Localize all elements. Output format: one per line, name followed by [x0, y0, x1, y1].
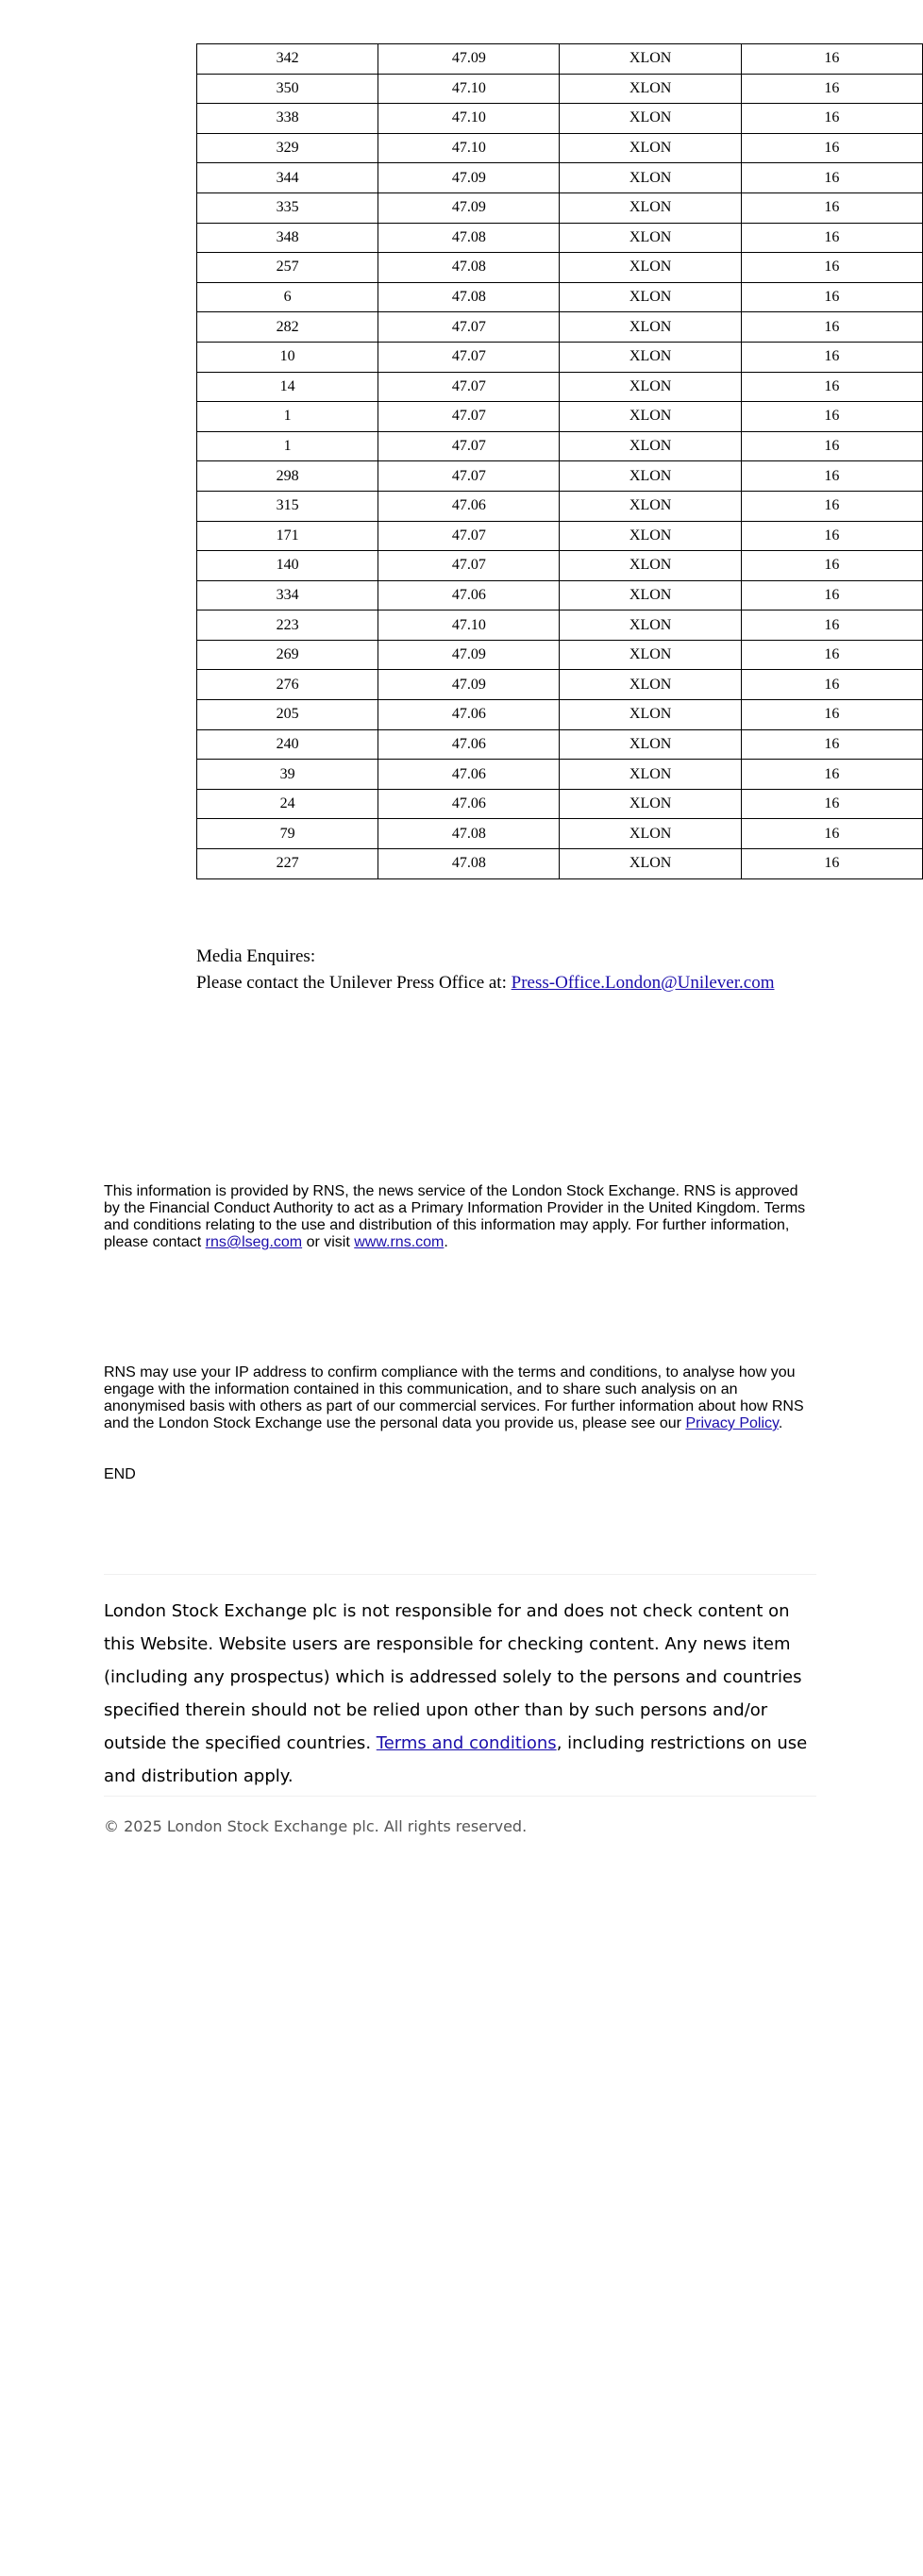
price-cell: 47.09	[378, 192, 560, 223]
venue-cell: XLON	[560, 282, 741, 312]
venue-cell: XLON	[560, 253, 741, 283]
time-cell: 16	[741, 74, 922, 104]
time-cell: 16	[741, 640, 922, 670]
time-cell: 16	[741, 133, 922, 163]
price-cell: 47.10	[378, 104, 560, 134]
volume-cell: 342	[197, 44, 378, 75]
venue-cell: XLON	[560, 223, 741, 253]
time-cell: 16	[741, 521, 922, 551]
venue-cell: XLON	[560, 431, 741, 461]
table-row	[197, 700, 923, 730]
table-row	[197, 163, 923, 193]
time-cell: 16	[741, 819, 922, 849]
rns-email-link[interactable]: rns@lseg.com	[205, 1234, 303, 1250]
time-cell: 16	[741, 104, 922, 134]
price-cell: 47.06	[378, 580, 560, 611]
price-cell: 47.06	[378, 760, 560, 790]
time-cell: 16	[741, 670, 922, 700]
rns-privacy-paragraph	[104, 1364, 816, 1432]
volume-cell: 79	[197, 819, 378, 849]
volume-cell: 282	[197, 312, 378, 343]
table-row	[197, 223, 923, 253]
time-cell: 16	[741, 611, 922, 641]
volume-cell: 227	[197, 849, 378, 879]
table-row	[197, 342, 923, 372]
table-row	[197, 611, 923, 641]
price-cell: 47.09	[378, 163, 560, 193]
venue-cell: XLON	[560, 104, 741, 134]
rns-privacy-text-end: .	[778, 1415, 783, 1431]
price-cell: 47.06	[378, 491, 560, 521]
venue-cell: XLON	[560, 729, 741, 760]
footer-divider-bottom	[104, 1796, 816, 1797]
rns-info-paragraph	[104, 1183, 816, 1251]
time-cell: 16	[741, 760, 922, 790]
volume-cell: 329	[197, 133, 378, 163]
venue-cell: XLON	[560, 312, 741, 343]
venue-cell: XLON	[560, 580, 741, 611]
time-cell: 16	[741, 282, 922, 312]
table-row	[197, 729, 923, 760]
rns-privacy-text: RNS may use your IP address to confirm compliance with the terms and conditions, to analyse how you engage with the information contained in this communication, and to share such analysis on an anonymised basis with others as part of our commercial services. For further information about how RNS and the London Stock Exchange use the personal data you provide us, please see our	[104, 1364, 804, 1431]
volume-cell: 6	[197, 282, 378, 312]
volume-cell: 1	[197, 402, 378, 432]
table-row	[197, 282, 923, 312]
price-cell: 47.07	[378, 461, 560, 492]
price-cell: 47.06	[378, 729, 560, 760]
table-row	[197, 372, 923, 402]
volume-cell: 140	[197, 551, 378, 581]
price-cell: 47.08	[378, 849, 560, 879]
time-cell: 16	[741, 580, 922, 611]
price-cell: 47.07	[378, 521, 560, 551]
venue-cell: XLON	[560, 372, 741, 402]
time-cell: 16	[741, 789, 922, 819]
venue-cell: XLON	[560, 611, 741, 641]
venue-cell: XLON	[560, 44, 741, 75]
privacy-policy-link[interactable]: Privacy Policy	[685, 1415, 779, 1431]
price-cell: 47.06	[378, 789, 560, 819]
venue-cell: XLON	[560, 192, 741, 223]
venue-cell: XLON	[560, 551, 741, 581]
volume-cell: 171	[197, 521, 378, 551]
venue-cell: XLON	[560, 74, 741, 104]
time-cell: 16	[741, 163, 922, 193]
table-row	[197, 580, 923, 611]
table-row	[197, 74, 923, 104]
price-cell: 47.07	[378, 551, 560, 581]
price-cell: 47.07	[378, 312, 560, 343]
volume-cell: 257	[197, 253, 378, 283]
price-cell: 47.07	[378, 342, 560, 372]
price-cell: 47.09	[378, 640, 560, 670]
table-row	[197, 760, 923, 790]
rns-info-text-end: .	[444, 1234, 448, 1250]
volume-cell: 24	[197, 789, 378, 819]
time-cell: 16	[741, 312, 922, 343]
price-cell: 47.08	[378, 223, 560, 253]
time-cell: 16	[741, 372, 922, 402]
price-cell: 47.09	[378, 670, 560, 700]
table-row	[197, 551, 923, 581]
volume-cell: 315	[197, 491, 378, 521]
rns-info-text-middle: or visit	[302, 1234, 355, 1250]
table-row	[197, 670, 923, 700]
venue-cell: XLON	[560, 819, 741, 849]
price-cell: 47.06	[378, 700, 560, 730]
time-cell: 16	[741, 729, 922, 760]
venue-cell: XLON	[560, 670, 741, 700]
table-row	[197, 44, 923, 75]
media-heading: Media Enquires:	[196, 946, 316, 966]
table-row	[197, 461, 923, 492]
price-cell: 47.07	[378, 431, 560, 461]
volume-cell: 14	[197, 372, 378, 402]
time-cell: 16	[741, 849, 922, 879]
price-cell: 47.10	[378, 74, 560, 104]
volume-cell: 269	[197, 640, 378, 670]
table-row	[197, 431, 923, 461]
copyright-notice: © 2025 London Stock Exchange plc. All rights reserved.	[104, 1817, 528, 1835]
volume-cell: 276	[197, 670, 378, 700]
volume-cell: 348	[197, 223, 378, 253]
table-row	[197, 789, 923, 819]
price-cell: 47.10	[378, 133, 560, 163]
price-cell: 47.07	[378, 402, 560, 432]
table-row	[197, 133, 923, 163]
volume-cell: 298	[197, 461, 378, 492]
time-cell: 16	[741, 223, 922, 253]
table-row	[197, 640, 923, 670]
venue-cell: XLON	[560, 342, 741, 372]
venue-cell: XLON	[560, 491, 741, 521]
lse-disclaimer	[104, 1595, 821, 1793]
venue-cell: XLON	[560, 402, 741, 432]
trades-table	[196, 43, 923, 879]
venue-cell: XLON	[560, 640, 741, 670]
end-marker: END	[104, 1466, 136, 1482]
volume-cell: 10	[197, 342, 378, 372]
volume-cell: 334	[197, 580, 378, 611]
media-enquiries	[196, 944, 774, 996]
trades-table-body	[197, 44, 923, 879]
venue-cell: XLON	[560, 163, 741, 193]
time-cell: 16	[741, 192, 922, 223]
rns-info-text: This information is provided by RNS, the news service of the London Stock Exchange. RNS is approved by the Financial Conduct Authority to act as a Primary Information Provider in the United Kingdom. Terms and conditions relating to the use and distribution of this information may apply. For further information, please contact	[104, 1183, 806, 1250]
volume-cell: 344	[197, 163, 378, 193]
media-contact-text: Please contact the Unilever Press Office at:	[196, 973, 512, 993]
price-cell: 47.08	[378, 819, 560, 849]
price-cell: 47.08	[378, 253, 560, 283]
volume-cell: 335	[197, 192, 378, 223]
volume-cell: 39	[197, 760, 378, 790]
disclaimer-text-end: , including restrictions on use and distribution apply.	[104, 1733, 808, 1786]
media-contact	[196, 970, 774, 996]
time-cell: 16	[741, 402, 922, 432]
price-cell: 47.09	[378, 44, 560, 75]
rns-website-link[interactable]: www.rns.com	[354, 1234, 445, 1250]
price-cell: 47.07	[378, 372, 560, 402]
table-row	[197, 312, 923, 343]
table-row	[197, 192, 923, 223]
time-cell: 16	[741, 461, 922, 492]
table-row	[197, 104, 923, 134]
table-row	[197, 521, 923, 551]
venue-cell: XLON	[560, 760, 741, 790]
terms-and-conditions-link[interactable]: Terms and conditions	[376, 1733, 557, 1753]
venue-cell: XLON	[560, 133, 741, 163]
disclaimer-text: London Stock Exchange plc is not responsible for and does not check content on this Website. Website users are responsible for checking content. Any news item (including any prospectus) which is addressed solely to the persons and countries specified therein should not be relied upon other than by such persons and/or outside the specified countries.	[104, 1601, 802, 1753]
venue-cell: XLON	[560, 461, 741, 492]
footer-divider-top	[104, 1574, 816, 1575]
venue-cell: XLON	[560, 521, 741, 551]
time-cell: 16	[741, 342, 922, 372]
volume-cell: 205	[197, 700, 378, 730]
volume-cell: 223	[197, 611, 378, 641]
table-row	[197, 491, 923, 521]
volume-cell: 338	[197, 104, 378, 134]
venue-cell: XLON	[560, 849, 741, 879]
volume-cell: 240	[197, 729, 378, 760]
table-row	[197, 253, 923, 283]
volume-cell: 1	[197, 431, 378, 461]
price-cell: 47.08	[378, 282, 560, 312]
press-office-email-link[interactable]: Press-Office.London@Unilever.com	[511, 973, 775, 993]
table-row	[197, 849, 923, 879]
trades-table-container	[196, 43, 840, 879]
volume-cell: 350	[197, 74, 378, 104]
table-row	[197, 402, 923, 432]
time-cell: 16	[741, 700, 922, 730]
venue-cell: XLON	[560, 789, 741, 819]
time-cell: 16	[741, 491, 922, 521]
time-cell: 16	[741, 44, 922, 75]
price-cell: 47.10	[378, 611, 560, 641]
table-row	[197, 819, 923, 849]
venue-cell: XLON	[560, 700, 741, 730]
time-cell: 16	[741, 253, 922, 283]
time-cell: 16	[741, 431, 922, 461]
time-cell: 16	[741, 551, 922, 581]
